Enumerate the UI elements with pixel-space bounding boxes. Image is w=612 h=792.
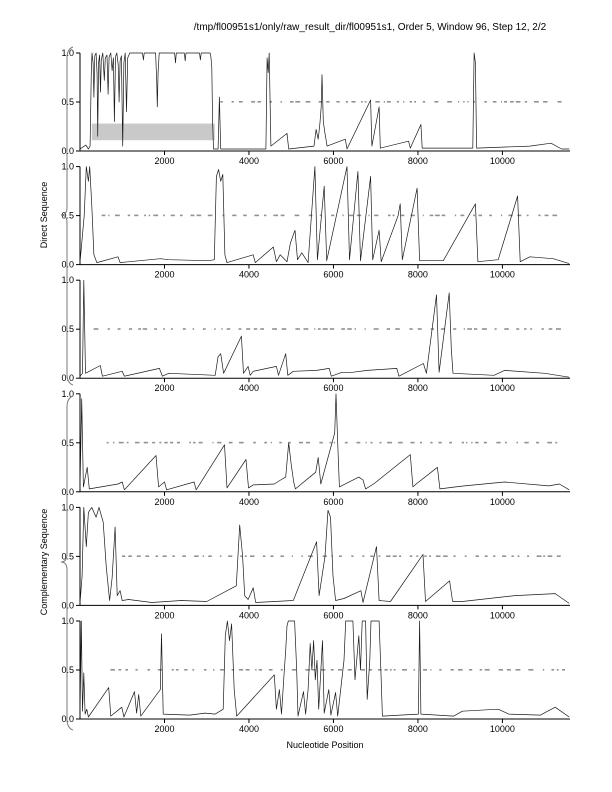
panels-group (61, 48, 570, 734)
x-tick-label: 2000 (154, 383, 175, 394)
y-tick-label: 0.5 (61, 97, 74, 107)
x-tick-label: 2000 (154, 269, 175, 280)
x-tick-label: 8000 (407, 496, 428, 507)
x-tick-label: 6000 (323, 383, 344, 394)
y-tick-label: 1.0 (61, 48, 74, 58)
y-tick-label: 0.0 (61, 373, 74, 384)
midline-marks (94, 328, 561, 330)
panel-direct-2 (61, 162, 570, 280)
x-tick-label: 2000 (154, 496, 175, 507)
y-tick-label: 0.5 (61, 437, 74, 448)
y-tick-label: 1.0 (61, 161, 74, 172)
x-tick-label: 2000 (154, 156, 175, 166)
panel-complementary-3 (61, 616, 570, 734)
x-tick-label: 4000 (238, 496, 259, 507)
x-tick-label: 4000 (238, 383, 259, 394)
midline-marks (102, 215, 557, 217)
x-tick-label: 8000 (407, 610, 428, 621)
x-tick-label: 8000 (407, 269, 428, 280)
y-tick-label: 0.0 (61, 714, 74, 724)
y-tick-label: 0.0 (61, 259, 74, 270)
x-tick-label: 6000 (323, 724, 344, 734)
complementary-sequence-label: Complementary Sequence (39, 508, 49, 616)
midline-marks (220, 101, 561, 103)
y-tick-label: 0.5 (61, 551, 74, 562)
x-tick-label: 10000 (489, 496, 515, 507)
x-tick-label: 4000 (238, 156, 259, 166)
panel-axes (76, 507, 570, 609)
x-tick-label: 6000 (323, 610, 344, 621)
x-tick-label: 8000 (407, 156, 428, 166)
panel-complementary-2 (61, 502, 570, 620)
y-tick-label: 1.0 (61, 616, 74, 626)
x-tick-label: 2000 (154, 610, 175, 621)
x-tick-label: 4000 (238, 610, 259, 621)
panel-axes (76, 280, 570, 382)
panel-complementary-1 (61, 389, 570, 507)
panel-axes (76, 167, 570, 269)
y-tick-label: 1.0 (61, 388, 74, 399)
x-tick-label: 2000 (154, 724, 175, 734)
x-tick-label: 4000 (238, 269, 259, 280)
x-tick-label: 6000 (323, 156, 344, 166)
y-tick-label: 0.0 (61, 486, 74, 497)
x-tick-label: 10000 (489, 724, 515, 734)
midline-marks (122, 555, 561, 557)
y-tick-label: 0.5 (61, 324, 74, 335)
panel-axes (76, 394, 570, 496)
x-axis-title: Nucleotide Position (286, 740, 364, 750)
x-tick-label: 6000 (323, 269, 344, 280)
x-tick-label: 8000 (407, 724, 428, 734)
chart-title: /tmp/fl00951s1/only/raw_result_dir/fl00951s1, Order 5, Window 96, Step 12, 2/2 (193, 22, 547, 33)
y-tick-label: 0.5 (61, 665, 74, 675)
midline-marks (110, 669, 565, 671)
x-tick-label: 10000 (489, 156, 515, 166)
y-tick-label: 0.5 (61, 210, 74, 221)
highlight-band (92, 124, 215, 141)
x-tick-label: 10000 (489, 383, 515, 394)
x-tick-label: 6000 (323, 496, 344, 507)
direct-sequence-label: Direct Sequence (39, 181, 49, 249)
y-tick-label: 1.0 (61, 275, 74, 286)
x-tick-label: 10000 (489, 269, 515, 280)
x-tick-label: 10000 (489, 610, 515, 621)
panel-direct-3 (61, 275, 570, 393)
panel-direct-1 (61, 48, 570, 166)
y-tick-label: 0.0 (61, 146, 74, 156)
x-tick-label: 8000 (407, 383, 428, 394)
y-tick-label: 1.0 (61, 502, 74, 513)
x-tick-label: 4000 (238, 724, 259, 734)
y-tick-label: 0.0 (61, 600, 74, 611)
